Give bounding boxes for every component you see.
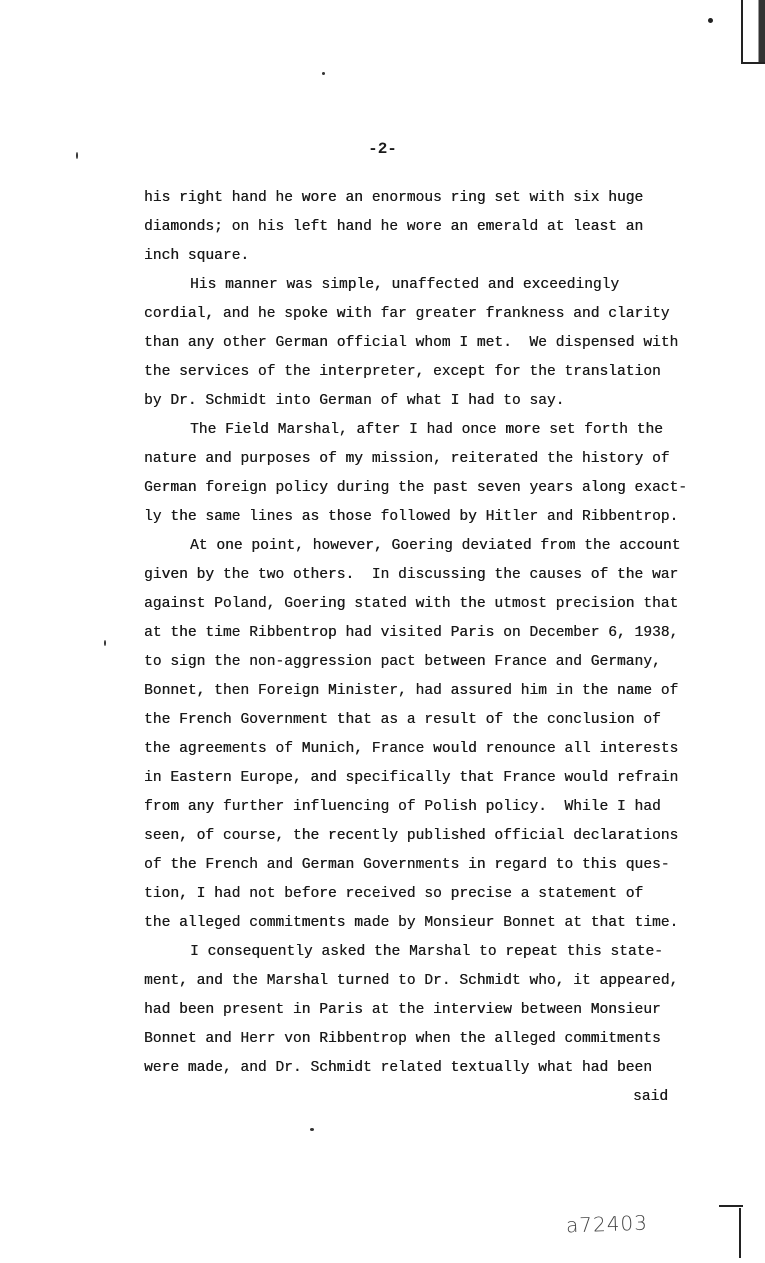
text-line: had been present in Paris at the interview between Monsieur [144, 1002, 661, 1018]
scan-mark [739, 1208, 741, 1258]
text-line: were made, and Dr. Schmidt related textually what had been [144, 1060, 652, 1076]
text-line: the alleged commitments made by Monsieur Bonnet at that time. [144, 915, 679, 931]
text-line: The Field Marshal, after I had once more set forth the [190, 422, 663, 438]
text-line: I consequently asked the Marshal to repeat this state- [190, 944, 663, 960]
scan-mark [719, 1205, 743, 1207]
text-line: His manner was simple, unaffected and exceedingly [190, 277, 620, 293]
text-line: ly the same lines as those followed by Hitler and Ribbentrop. [144, 509, 679, 525]
text-line: against Poland, Goering stated with the utmost precision that [144, 596, 679, 612]
text-line: diamonds; on his left hand he wore an emerald at least an [144, 219, 644, 235]
scan-speck [104, 640, 106, 646]
scan-speck [322, 72, 325, 75]
text-line: seen, of course, the recently published official declarations [144, 828, 679, 844]
text-line: Bonnet, then Foreign Minister, had assured him in the name of [144, 683, 679, 699]
text-line: German foreign policy during the past seven years along exact- [144, 480, 687, 496]
text-line: cordial, and he spoke with far greater frankness and clarity [144, 306, 670, 322]
catchword: said [633, 1089, 669, 1105]
letter-body [144, 184, 744, 1112]
binder-mark [741, 0, 765, 64]
text-line: the agreements of Munich, France would renounce all interests [144, 741, 679, 757]
text-line: in Eastern Europe, and specifically that France would refrain [144, 770, 679, 786]
text-line: at the time Ribbentrop had visited Paris on December 6, 1938, [144, 625, 679, 641]
scan-speck [310, 1128, 314, 1131]
text-line: of the French and German Governments in regard to this ques- [144, 857, 670, 873]
text-line: from any further influencing of Polish policy. While I had [144, 799, 661, 815]
text-line: inch square. [144, 248, 250, 264]
text-line: At one point, however, Goering deviated from the account [190, 538, 681, 554]
text-line: the services of the interpreter, except for the translation [144, 364, 661, 380]
text-line: than any other German official whom I met. We dispensed with [144, 335, 679, 351]
text-line: the French Government that as a result of the conclusion of [144, 712, 661, 728]
page-number: -2- [368, 140, 397, 158]
text-line: by Dr. Schmidt into German of what I had to say. [144, 393, 565, 409]
text-line: to sign the non-aggression pact between France and Germany, [144, 654, 661, 670]
archive-number: a72403 [565, 1210, 649, 1238]
text-line: given by the two others. In discussing the causes of the war [144, 567, 679, 583]
text-line: Bonnet and Herr von Ribbentrop when the alleged commitments [144, 1031, 661, 1047]
scan-mark [708, 18, 713, 23]
text-line: tion, I had not before received so precise a statement of [144, 886, 644, 902]
text-line: nature and purposes of my mission, reiterated the history of [144, 451, 670, 467]
text-line: ment, and the Marshal turned to Dr. Schmidt who, it appeared, [144, 973, 679, 989]
text-line: his right hand he wore an enormous ring set with six huge [144, 190, 644, 206]
